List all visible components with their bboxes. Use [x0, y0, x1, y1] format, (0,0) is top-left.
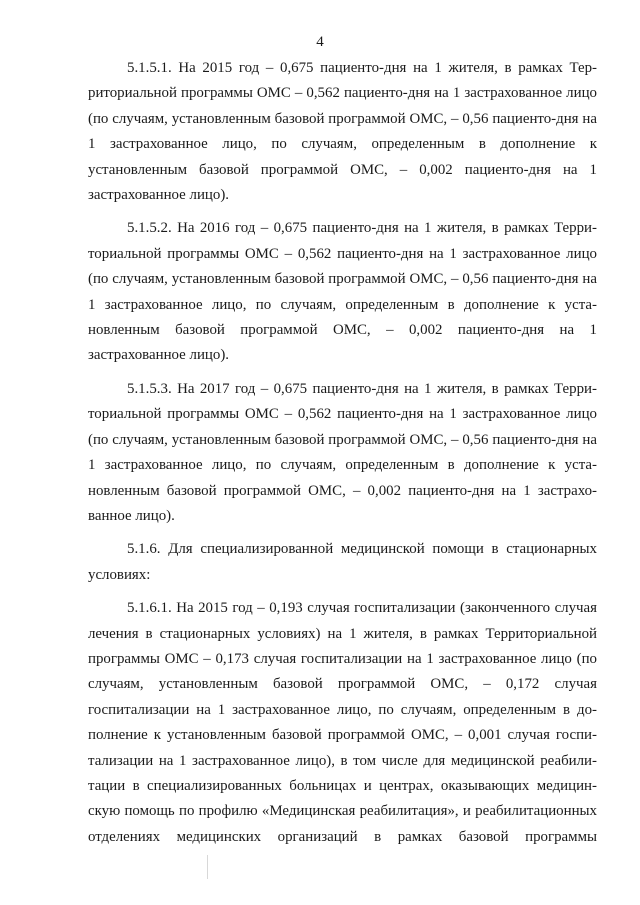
paragraph-5-1-5-2: 5.1.5.2. На 2016 год – 0,675 пациенто-дня на 1 жителя, в рамках Территориальной программы ОМС – 0,562 пациенто-дня на 1 застрахованное лицо (по случаям, установленным базовой программой ОМС, – 0,56 пациенто-дня на 1 застрахованное лицо, по случаям, определенным в дополнение к установленным базовой программой ОМС, – 0,002 пациенто-дня на 1 застрахованное лицо). [88, 220, 597, 364]
scan-artifact-line [207, 855, 208, 879]
paragraph-5-1-6: 5.1.6. Для специализированной медицинской помощи в стационарных условиях: [88, 541, 597, 583]
paragraph-5-1-5-1: 5.1.5.1. На 2015 год – 0,675 пациенто-дня на 1 жителя, в рамках Территориальной программы ОМС – 0,562 пациенто-дня на 1 застрахованное лицо (по случаям, установленным базовой программой ОМС, – 0,56 пациенто-дня на 1 застрахованное лицо, по случаям, определенным в дополнение к установленным базовой программой ОМС, – 0,002 пациенто-дня на 1 застрахованное лицо). [88, 60, 597, 204]
paragraph-5-1-6-1: 5.1.6.1. На 2015 год – 0,193 случая госпитализации (законченного случая лечения в стационарных условиях) на 1 жителя, в рамках Территориальной программы ОМС – 0,173 случая госпитализации на 1 застрахованное лицо (по случаям, установленным базовой программой ОМС, – 0,172 случая госпитализации на 1 застрахованное лицо, по случаям, определенным в дополнение к установленным базовой программой ОМС, – 0,001 случая госпитализации на 1 застрахованное лицо), в том числе для медицинской реабилитации в специализированных больницах и центрах, оказывающих медицинскую помощь по профилю «Медицинская реабилитация», и реабилитационных отделениях медицинских организаций в рамках базовой программы [88, 600, 597, 845]
page-number: 4 [316, 34, 324, 50]
paragraph-5-1-5-3: 5.1.5.3. На 2017 год – 0,675 пациенто-дня на 1 жителя, в рамках Территориальной программы ОМС – 0,562 пациенто-дня на 1 застрахованное лицо (по случаям, установленным базовой программой ОМС, – 0,56 пациенто-дня на 1 застрахованное лицо, по случаям, определенным в дополнение к установленным базовой программой ОМС, – 0,002 пациенто-дня на 1 застрахованное лицо). [88, 380, 597, 524]
document-body [88, 56, 597, 854]
